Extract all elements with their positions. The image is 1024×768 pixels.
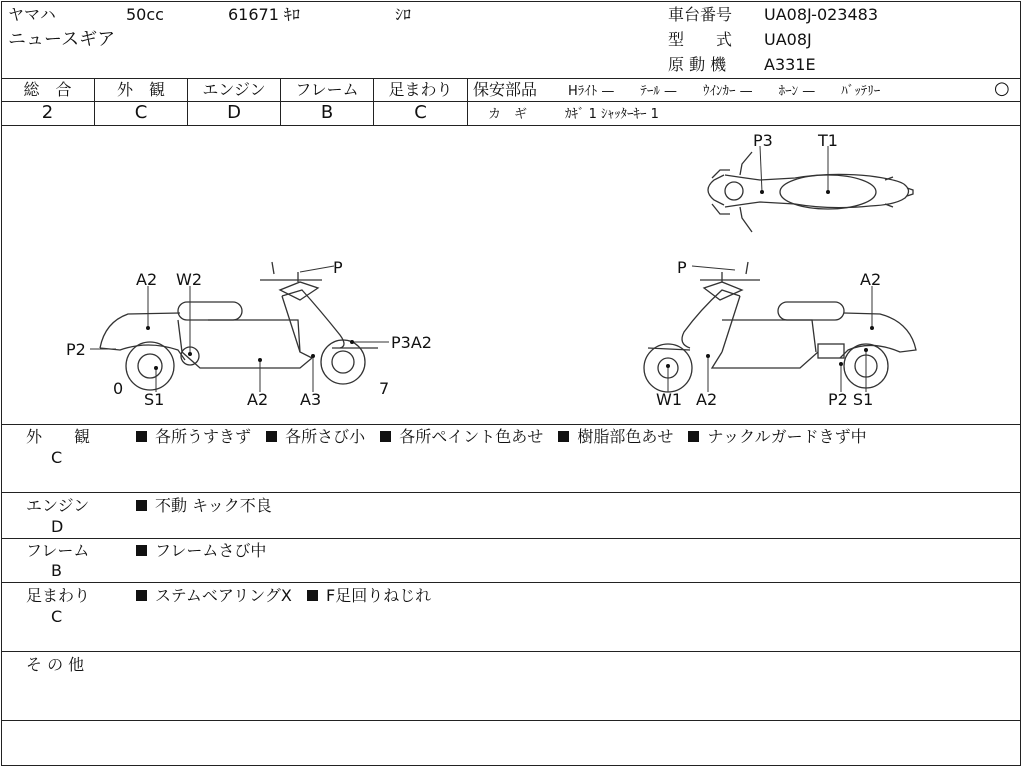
label-top-p3: P3 — [753, 131, 773, 150]
section-items — [136, 542, 266, 560]
scooter-damage-diagram — [0, 126, 1022, 424]
displacement: 50cc — [126, 5, 164, 24]
color: ｼﾛ — [395, 5, 412, 24]
label-right-a2: A2 — [860, 270, 882, 289]
label-left-0: 0 — [113, 379, 124, 398]
section-divider — [1, 720, 1021, 721]
label-left-7: 7 — [379, 379, 390, 398]
item: ステムベアリングX — [155, 586, 292, 605]
section-items — [136, 497, 272, 515]
bullet-icon — [136, 431, 147, 442]
item: フレームさび中 — [155, 541, 267, 560]
chassis-value: UA08J-023483 — [764, 5, 879, 24]
section-title: 足まわり — [26, 586, 91, 605]
bullet-icon — [136, 545, 147, 556]
grade-label-exterior: 外 観 — [116, 80, 165, 99]
item: F足回りねじれ — [325, 586, 432, 605]
label-left-p: P — [333, 258, 343, 277]
key-value: ｶｷﾞ 1 ｼｬｯﾀｰｷｰ 1 — [565, 107, 659, 122]
bullet-icon — [266, 431, 277, 442]
section-title: フレーム — [26, 541, 90, 560]
bullet-icon — [558, 431, 569, 442]
battery-ok-mark: ○ — [994, 78, 1010, 99]
diagram-bottom-line — [1, 424, 1021, 425]
scooter-top-view — [708, 152, 913, 232]
grade-label-suspension: 足まわり — [388, 80, 453, 99]
label-left-p3a2: P3A2 — [391, 333, 432, 352]
safety-mid-line — [467, 101, 1021, 102]
section-items — [136, 587, 431, 605]
label-left-a2: A2 — [136, 270, 158, 289]
grade-top-line — [1, 78, 1021, 79]
label-right-p2s1: P2 S1 — [828, 390, 874, 409]
grade-label-overall: 総 合 — [23, 80, 72, 99]
section-divider — [1, 651, 1021, 652]
bullet-icon — [688, 431, 699, 442]
label-right-a2b: A2 — [696, 390, 718, 409]
grade-value-suspension: C — [414, 102, 427, 123]
label-right-p: P — [677, 258, 687, 277]
bullet-icon — [307, 590, 318, 601]
engine-label: 原 動 機 — [668, 55, 727, 74]
section-grade: C — [51, 607, 63, 626]
grade-label-engine: エンジン — [202, 80, 266, 99]
grade-value-engine: D — [227, 102, 241, 123]
mileage: 61671 ｷﾛ — [228, 5, 300, 24]
label-right-w1: W1 — [656, 390, 682, 409]
bullet-icon — [136, 590, 147, 601]
label-left-a2b: A2 — [247, 390, 269, 409]
label-top-t1: T1 — [818, 131, 838, 150]
safety-items: Hﾗｲﾄ — ﾃｰﾙ — ｳｲﾝｶｰ — ﾎｰﾝ — ﾊﾞｯﾃﾘｰ — [568, 84, 881, 99]
label-left-w2: W2 — [176, 270, 202, 289]
grade-value-exterior: C — [134, 102, 148, 123]
section-grade: B — [51, 561, 62, 580]
section-title: そ の 他 — [26, 655, 85, 674]
maker: ヤマハ — [8, 5, 56, 24]
grade-value-frame: B — [320, 102, 334, 123]
section-divider — [1, 538, 1021, 539]
section-items — [136, 428, 867, 446]
grade-label-frame: フレーム — [295, 80, 359, 99]
section-title: エンジン — [26, 496, 90, 515]
section-grade: C — [51, 448, 63, 467]
item: 各所さび小 — [285, 427, 366, 446]
key-label: カ ギ — [488, 107, 528, 122]
section-title: 外 観 — [26, 427, 91, 446]
engine-value: A331E — [764, 55, 816, 74]
bullet-icon — [136, 500, 147, 511]
item: 不動 キック不良 — [155, 496, 272, 515]
damage-points — [146, 190, 874, 370]
model-name: ニュースギア — [8, 29, 116, 50]
grade-value-overall: 2 — [41, 102, 54, 123]
diagram-labels — [66, 131, 881, 409]
grade-divider — [467, 78, 468, 125]
item: 各所ペイント色あせ — [399, 427, 544, 446]
item: 各所うすきず — [155, 427, 252, 446]
chassis-label: 車台番号 — [668, 5, 733, 24]
section-divider — [1, 492, 1021, 493]
bullet-icon — [380, 431, 391, 442]
item: ナックルガードきず中 — [707, 427, 867, 446]
leader-lines — [90, 146, 872, 392]
label-left-a3: A3 — [300, 390, 322, 409]
item: 樹脂部色あせ — [577, 427, 674, 446]
type-label: 型 式 — [668, 30, 733, 49]
label-left-s1: S1 — [144, 390, 165, 409]
section-grade: D — [51, 517, 64, 536]
section-divider — [1, 582, 1021, 583]
label-left-p2: P2 — [66, 340, 86, 359]
type-value: UA08J — [764, 30, 812, 49]
safety-label: 保安部品 — [473, 80, 538, 99]
